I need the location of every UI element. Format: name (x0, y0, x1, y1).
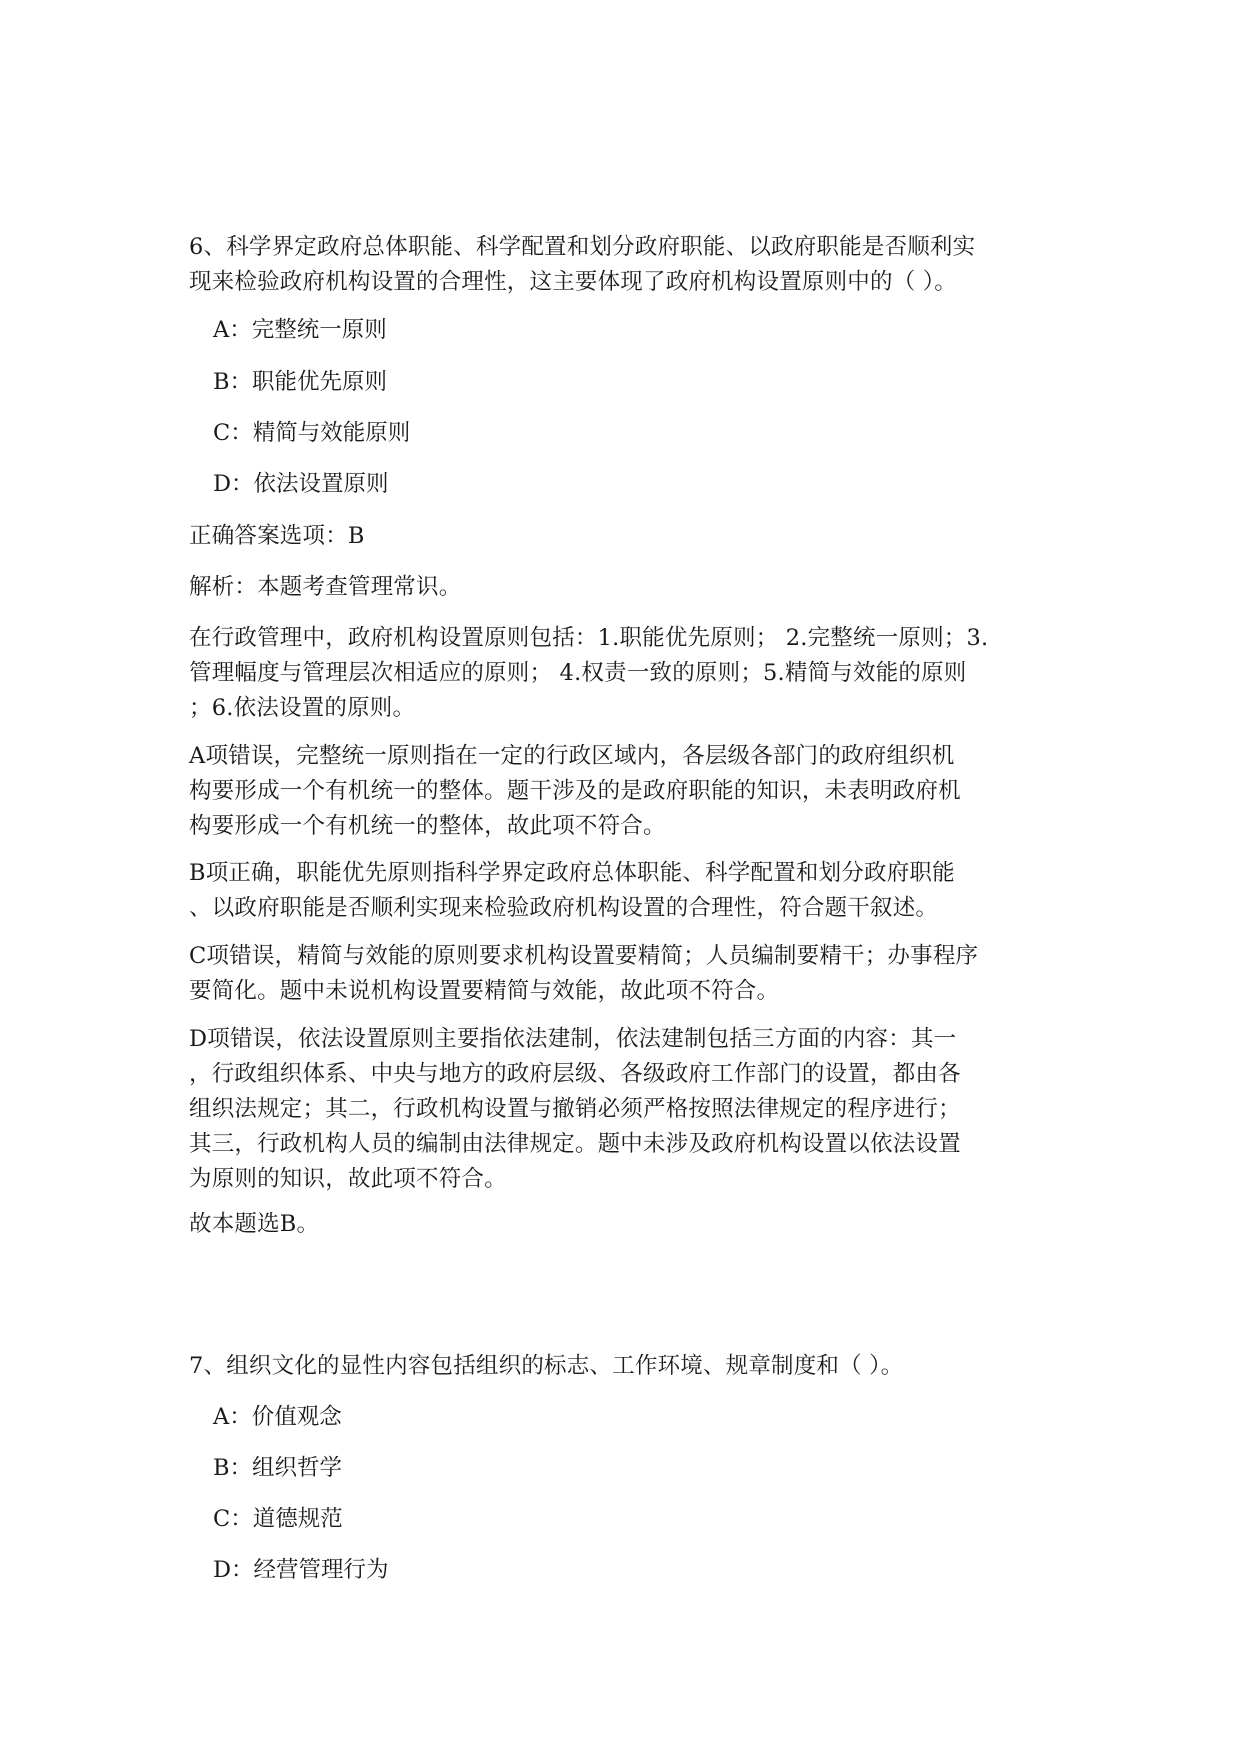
option-d: D：经营管理行为 (213, 1557, 389, 1583)
paragraph-line: 为原则的知识，故此项不符合。 (189, 1166, 507, 1192)
question-7-stem (189, 1349, 1059, 1384)
option-c: C：道德规范 (213, 1506, 343, 1532)
paragraph-line: 其三，行政机构人员的编制由法律规定。题中未涉及政府机构设置以依法设置 (189, 1131, 961, 1157)
paragraph-line: D项错误，依法设置原则主要指依法建制，依法建制包括三方面的内容：其一 (189, 1026, 957, 1052)
analysis-paragraph-principles (189, 621, 1059, 726)
option-a: A：完整统一原则 (213, 317, 387, 343)
paragraph-line: A项错误，完整统一原则指在一定的行政区域内，各层级各部门的政府组织机 (189, 743, 955, 769)
correct-answer-text: 正确答案选项：B (189, 523, 365, 549)
analysis-intro-text: 解析：本题考查管理常识。 (189, 574, 462, 600)
paragraph-line: ；6.依法设置的原则。 (189, 695, 416, 721)
paragraph-line: 管理幅度与管理层次相适应的原则； 4.权责一致的原则；5.精简与效能的原则 (189, 660, 967, 686)
paragraph-line: 构要形成一个有机统一的整体，故此项不符合。 (189, 813, 666, 839)
analysis-paragraph-c (189, 939, 1059, 1009)
analysis-paragraph-b (189, 856, 1059, 926)
option-d: D：依法设置原则 (213, 471, 389, 497)
option-c: C：精简与效能原则 (213, 420, 411, 446)
question-6-stem (189, 230, 1059, 300)
question-stem-line: 7、组织文化的显性内容包括组织的标志、工作环境、规章制度和（ ）。 (189, 1353, 904, 1379)
paragraph-line: ，行政组织体系、中央与地方的政府层级、各级政府工作部门的设置，都由各 (189, 1061, 961, 1087)
analysis-paragraph-a (189, 739, 1059, 844)
question-stem-line: 现来检验政府机构设置的合理性，这主要体现了政府机构设置原则中的（ ）。 (189, 269, 957, 295)
conclusion-text: 故本题选B。 (189, 1211, 320, 1237)
option-b: B：职能优先原则 (213, 369, 388, 395)
paragraph-line: C项错误，精简与效能的原则要求机构设置要精简；人员编制要精干；办事程序 (189, 943, 979, 969)
paragraph-line: 组织法规定；其二，行政机构设置与撤销必须严格按照法律规定的程序进行； (189, 1096, 961, 1122)
analysis-intro (189, 570, 1059, 605)
option-a: A：价值观念 (213, 1404, 342, 1430)
paragraph-line: 要简化。题中未说机构设置要精简与效能，故此项不符合。 (189, 978, 780, 1004)
correct-answer (189, 519, 1059, 554)
conclusion (189, 1207, 1059, 1242)
question-stem-line: 6、科学界定政府总体职能、科学配置和划分政府职能、以政府职能是否顺利实 (189, 234, 976, 260)
paragraph-line: 构要形成一个有机统一的整体。题干涉及的是政府职能的知识，未表明政府机 (189, 778, 961, 804)
analysis-paragraph-d (189, 1022, 1059, 1197)
paragraph-line: 、以政府职能是否顺利实现来检验政府机构设置的合理性，符合题干叙述。 (189, 895, 939, 921)
paragraph-line: 在行政管理中，政府机构设置原则包括：1.职能优先原则； 2.完整统一原则；3. (189, 625, 989, 651)
paragraph-line: B项正确，职能优先原则指科学界定政府总体职能、科学配置和划分政府职能 (189, 860, 955, 886)
option-b: B：组织哲学 (213, 1455, 343, 1481)
